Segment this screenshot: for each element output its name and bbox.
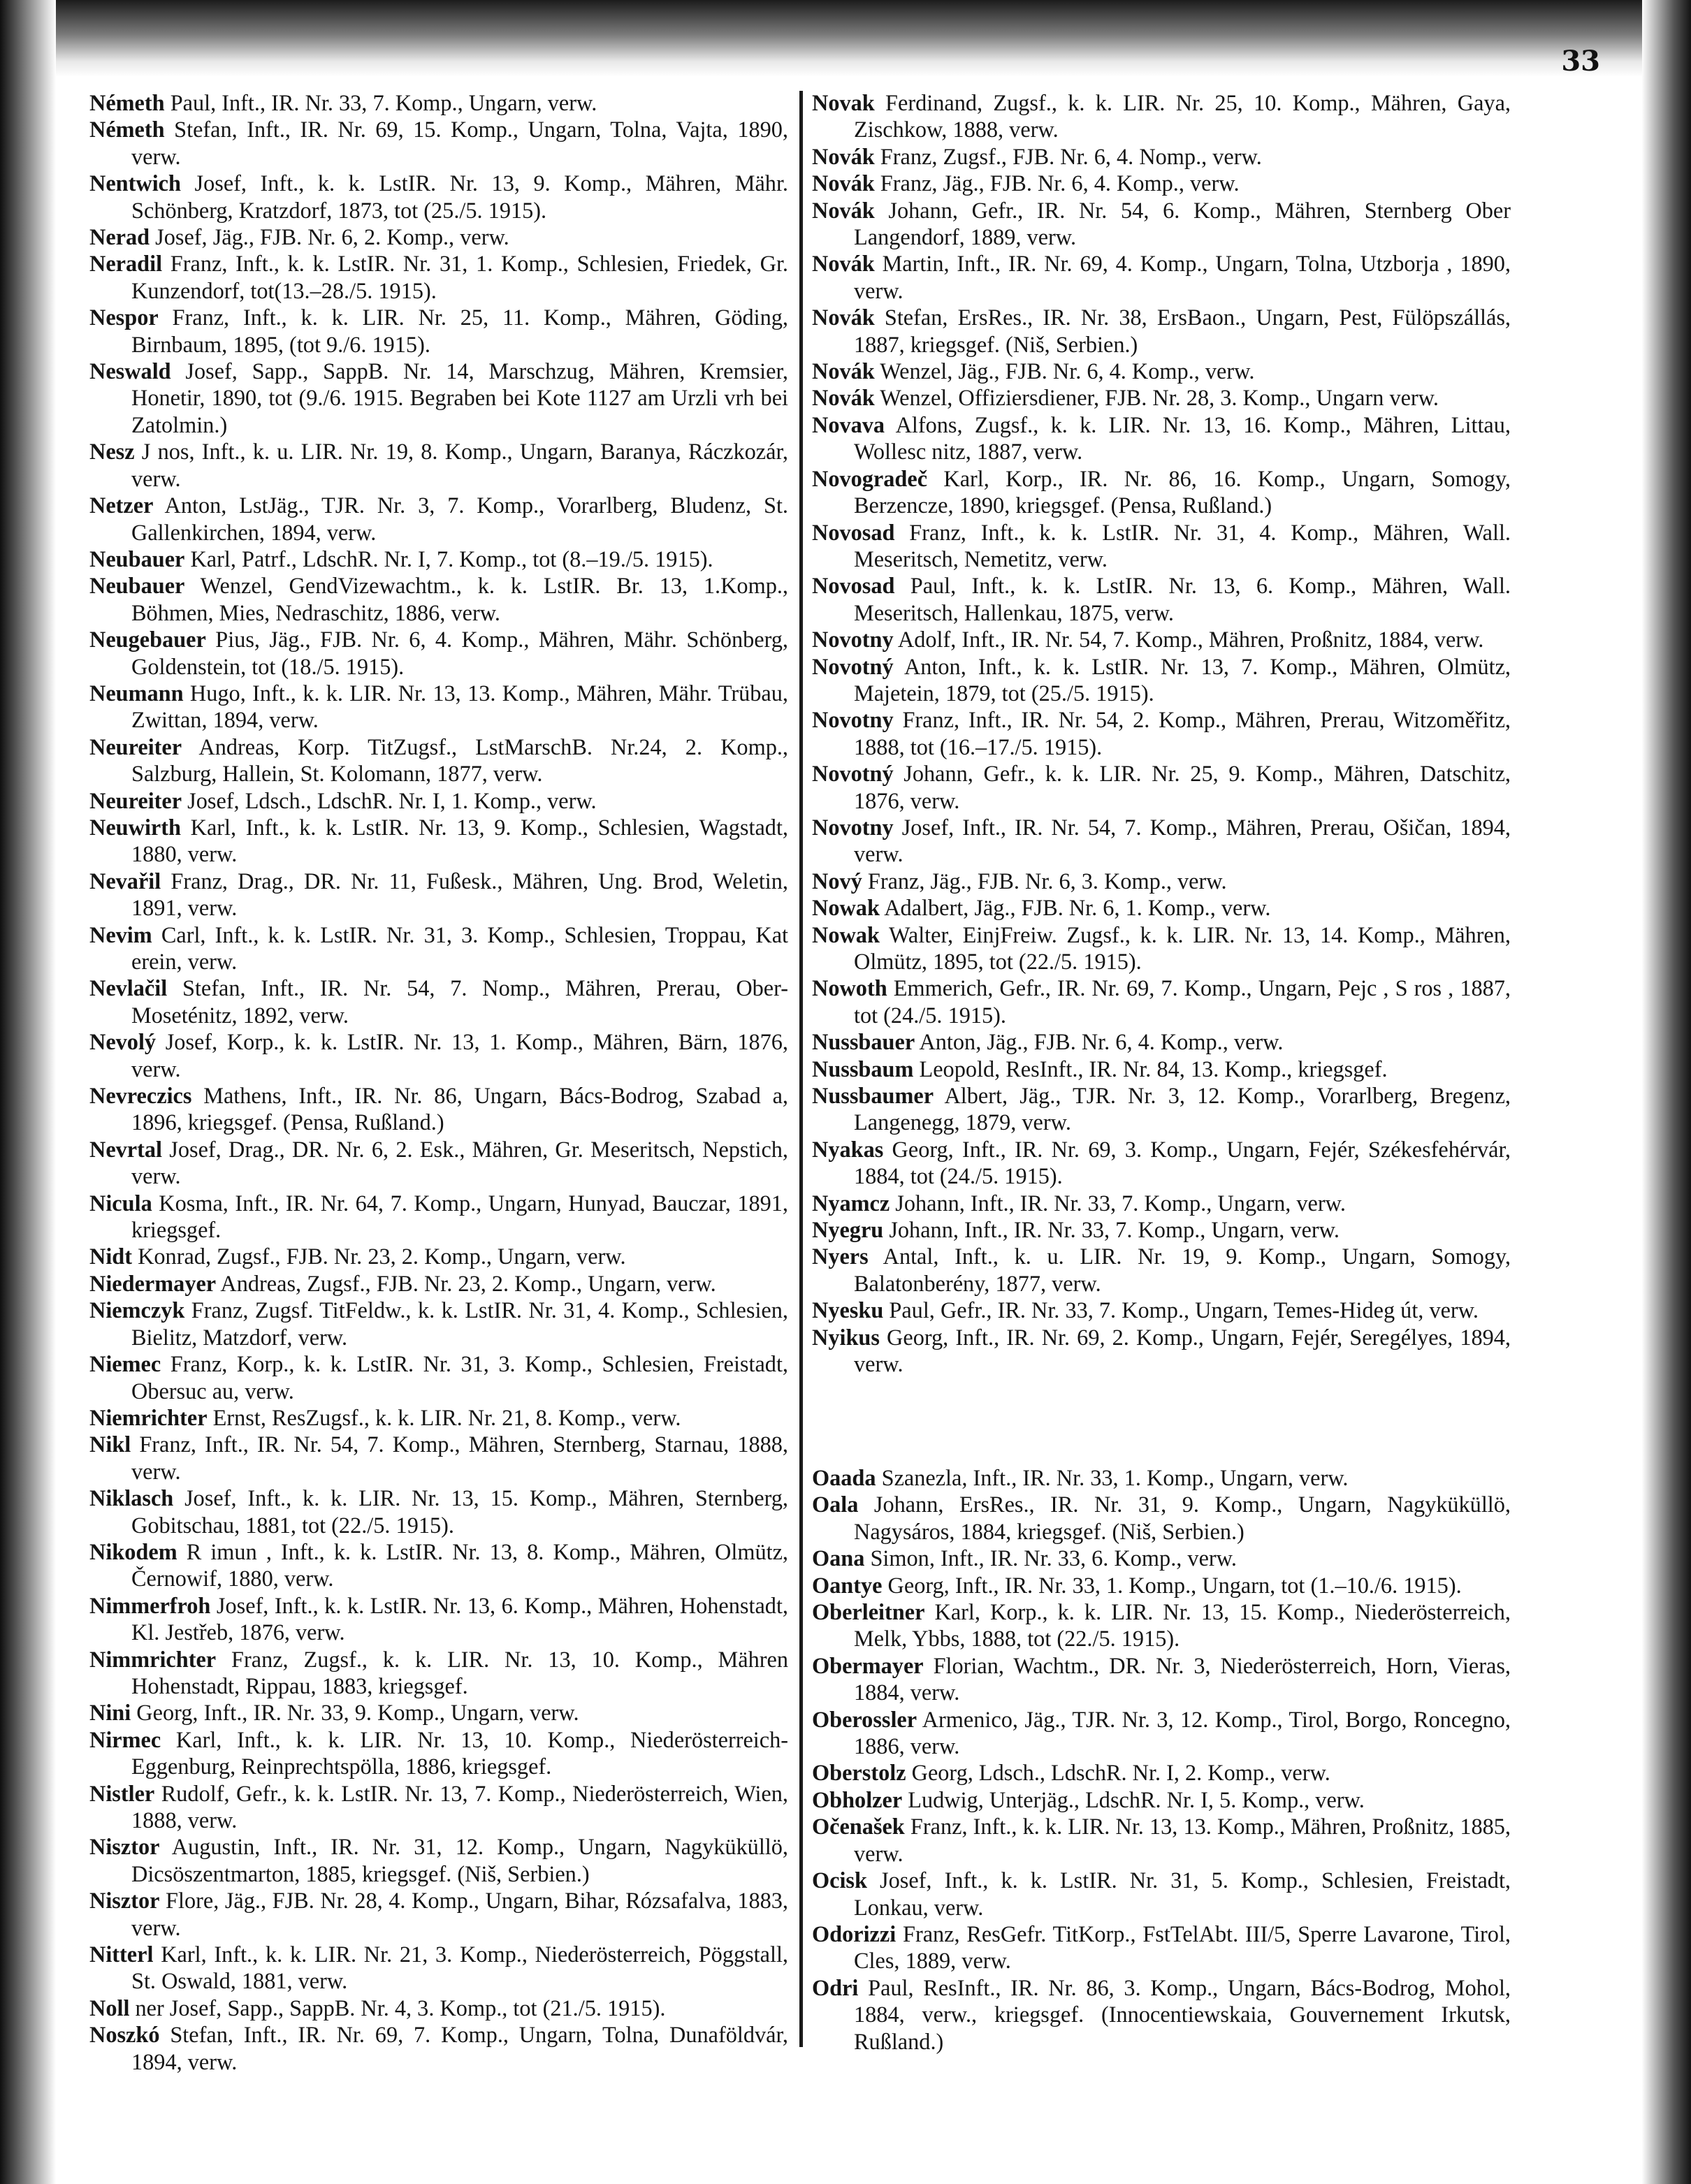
entry-details: Stefan, Inft., IR. Nr. 69, 15. Komp., Ungarn, Tolna, Vajta, 1890, verw. <box>131 117 788 169</box>
list-entry <box>812 1759 1511 1786</box>
list-entry <box>89 1082 788 1136</box>
entry-details: Franz, Inft., IR. Nr. 54, 2. Komp., Mähren, Prerau, Witzoměřitz, 1888, tot (16.–17./5. 1915). <box>854 707 1511 759</box>
entry-surname: Ocisk <box>812 1868 867 1893</box>
entry-details: Franz, Inft., IR. Nr. 54, 7. Komp., Mähren, Sternberg, Starnau, 1888, verw. <box>131 1432 788 1484</box>
entry-details: Paul, Gefr., IR. Nr. 33, 7. Komp., Ungarn, Temes-Hideg út, verw. <box>883 1297 1479 1323</box>
entry-surname: Niklasch <box>89 1485 174 1511</box>
entry-details: J nos, Inft., k. u. LIR. Nr. 19, 8. Komp., Ungarn, Baranya, Ráczkozár, verw. <box>131 439 788 491</box>
entry-surname: Odri <box>812 1974 859 2000</box>
list-entry <box>89 572 788 626</box>
list-entry <box>89 922 788 975</box>
entry-details: Ernst, ResZugsf., k. k. LIR. Nr. 21, 8. Komp., verw. <box>207 1404 681 1430</box>
entry-surname: Nussbauer <box>812 1029 915 1055</box>
entry-surname: Oantye <box>812 1572 883 1598</box>
entry-surname: Neugebauer <box>89 627 206 653</box>
entry-details: Josef, Sapp., SappB. Nr. 14, Marschzug, Mähren, Kremsier, Honetir, 1890, tot (9./6. 1915. Begraben bei Kote 1127 am Urzli vrh bei Zatolmin.) <box>131 358 788 437</box>
list-entry <box>89 250 788 304</box>
list-entry <box>89 1726 788 1780</box>
entry-surname: Németh <box>89 90 165 115</box>
entry-surname: Obermayer <box>812 1652 924 1678</box>
entry-details: Augustin, Inft., IR. Nr. 31, 12. Komp., Ungarn, Nagyküküllö, Dicsöszentmarton, 1885, kriegsgef. (Niš, Serbien.) <box>131 1834 788 1886</box>
entry-details: Josef, Ldsch., LdschR. Nr. I, 1. Komp., verw. <box>182 787 597 813</box>
list-entry <box>812 760 1511 814</box>
entry-details: Johann, ErsRes., IR. Nr. 31, 9. Komp., Ungarn, Nagyküküllö, Nagysáros, 1884, kriegsgef. (Niš, Serbien.) <box>854 1492 1511 1544</box>
list-entry <box>812 1974 1511 2055</box>
entry-surname: Nimmerfroh <box>89 1592 211 1618</box>
list-entry <box>812 975 1511 1028</box>
list-entry <box>89 1485 788 1538</box>
entry-surname: Nevrtal <box>89 1136 163 1162</box>
list-entry <box>812 170 1511 196</box>
entry-surname: Niemczyk <box>89 1297 185 1323</box>
entry-surname: Oala <box>812 1492 859 1517</box>
entry-surname: Neradil <box>89 251 163 277</box>
list-entry <box>812 143 1511 170</box>
entry-details: Leopold, ResInft., IR. Nr. 84, 13. Komp., kriegsgef. <box>913 1056 1388 1082</box>
list-entry <box>89 89 788 116</box>
entry-details: Ludwig, Unterjäg., LdschR. Nr. I, 5. Komp., verw. <box>902 1786 1365 1812</box>
entry-details: Franz, Drag., DR. Nr. 11, Fußesk., Mähren, Ung. Brod, Weletin, 1891, verw. <box>131 868 788 921</box>
list-entry <box>812 1216 1511 1243</box>
entry-details: Alfons, Zugsf., k. k. LIR. Nr. 13, 16. Komp., Mähren, Littau, Wollesc nitz, 1887, verw. <box>854 412 1511 465</box>
entry-details: Josef, Inft., k. k. LstIR. Nr. 31, 5. Komp., Schlesien, Freistadt, Lonkau, verw. <box>854 1868 1511 1920</box>
entry-surname: Nidt <box>89 1244 133 1269</box>
entry-surname: Nimmrichter <box>89 1646 217 1672</box>
list-entry <box>812 465 1511 519</box>
list-entry <box>812 304 1511 358</box>
entry-surname: Nevim <box>89 922 152 947</box>
list-entry <box>89 1941 788 1995</box>
entry-details: Franz, Zugsf., FJB. Nr. 6, 4. Nomp., verw. <box>874 143 1262 169</box>
list-entry <box>89 546 788 572</box>
list-entry <box>89 1297 788 1351</box>
list-entry <box>89 814 788 868</box>
entry-details: Antal, Inft., k. u. LIR. Nr. 19, 9. Komp., Ungarn, Somogy, Balatonberény, 1877, verw. <box>854 1244 1511 1296</box>
list-entry <box>812 1652 1511 1706</box>
entry-details: Andreas, Zugsf., FJB. Nr. 23, 2. Komp., Ungarn, verw. <box>216 1270 716 1296</box>
entry-details: Josef, Drag., DR. Nr. 6, 2. Esk., Mähren, Gr. Meseritsch, Nepstich, verw. <box>131 1136 788 1189</box>
entry-surname: Oberossler <box>812 1706 917 1732</box>
entry-surname: Novosad <box>812 573 895 599</box>
list-entry <box>89 1190 788 1244</box>
list-entry <box>812 868 1511 894</box>
entry-details: Mathens, Inft., IR. Nr. 86, Ungarn, Bács-Bodrog, Szabad a, 1896, kriegsgef. (Pensa, Rußland.) <box>131 1083 788 1135</box>
list-entry <box>812 1082 1511 1136</box>
entry-details: Franz, Zugsf., k. k. LIR. Nr. 13, 10. Komp., Mähren Hohenstadt, Rippau, 1883, kriegsgef. <box>131 1646 788 1698</box>
entry-surname: Novák <box>812 251 875 277</box>
entry-details: Josef, Inft., IR. Nr. 54, 7. Komp., Mähren, Prerau, Ošičan, 1894, verw. <box>854 814 1511 867</box>
list-entry <box>812 706 1511 760</box>
entry-surname: Nespor <box>89 305 159 330</box>
entry-details: Kosma, Inft., IR. Nr. 64, 7. Komp., Ungarn, Hunyad, Bauczar, 1891, kriegsgef. <box>131 1190 788 1243</box>
list-entry <box>812 922 1511 975</box>
entry-details: Karl, Korp., k. k. LIR. Nr. 13, 15. Komp., Niederösterreich, Melk, Ybbs, 1888, tot (22./5. 1915). <box>854 1599 1511 1652</box>
list-entry <box>812 1464 1511 1491</box>
list-entry <box>812 1324 1511 1378</box>
entry-details: Josef, Korp., k. k. LstIR. Nr. 13, 1. Komp., Mähren, Bärn, 1876, verw. <box>131 1029 788 1082</box>
entry-surname: Nisztor <box>89 1834 160 1860</box>
entry-surname: Neswald <box>89 358 171 384</box>
entry-surname: Niedermayer <box>89 1270 217 1296</box>
list-entry <box>89 626 788 680</box>
list-entry <box>812 1786 1511 1813</box>
entry-details: Ferdinand, Zugsf., k. k. LIR. Nr. 25, 10. Komp., Mähren, Gaya, Zischkow, 1888, verw. <box>854 90 1511 143</box>
entry-details: Franz, Inft., k. k. LIR. Nr. 13, 13. Komp., Mähren, Proßnitz, 1885, verw. <box>854 1814 1511 1866</box>
entry-details: Karl, Inft., k. k. LstIR. Nr. 13, 9. Komp., Schlesien, Wagstadt, 1880, verw. <box>131 814 788 867</box>
list-entry <box>812 1545 1511 1571</box>
entry-details: Carl, Inft., k. k. LstIR. Nr. 31, 3. Komp., Schlesien, Troppau, Kat erein, verw. <box>131 922 788 974</box>
list-entry <box>812 1867 1511 1921</box>
list-entry <box>89 1028 788 1082</box>
list-entry <box>812 653 1511 707</box>
entry-surname: Očenašek <box>812 1814 905 1840</box>
entry-details: Stefan, Inft., IR. Nr. 54, 7. Nomp., Mähren, Prerau, Ober-Moseténitz, 1892, verw. <box>131 975 788 1028</box>
list-entry <box>812 626 1511 653</box>
list-entry <box>812 250 1511 304</box>
entry-details: Szanezla, Inft., IR. Nr. 33, 1. Komp., Ungarn, verw. <box>876 1465 1349 1490</box>
entry-surname: Nyesku <box>812 1297 884 1323</box>
entry-details: Martin, Inft., IR. Nr. 69, 4. Komp., Ungarn, Tolna, Utzborja , 1890, verw. <box>854 251 1511 303</box>
scan-shadow-right <box>1642 0 1691 2184</box>
entry-surname: Nistler <box>89 1780 155 1806</box>
entry-surname: Németh <box>89 117 165 143</box>
list-entry <box>812 894 1511 921</box>
entry-details: Albert, Jäg., TJR. Nr. 3, 12. Komp., Vorarlberg, Bregenz, Langenegg, 1879, verw. <box>854 1083 1511 1135</box>
entry-surname: Nikl <box>89 1432 131 1457</box>
list-entry <box>812 1813 1511 1867</box>
right-column <box>812 89 1511 1378</box>
scan-shadow-top <box>0 0 1691 77</box>
list-entry <box>812 89 1511 143</box>
entry-details: Josef, Jäg., FJB. Nr. 6, 2. Komp., verw. <box>150 224 509 250</box>
entry-details: Franz, Korp., k. k. LstIR. Nr. 31, 3. Komp., Schlesien, Freistadt, Obersuc au, verw. <box>131 1351 788 1404</box>
list-entry <box>89 1136 788 1190</box>
entry-details: Pius, Jäg., FJB. Nr. 6, 4. Komp., Mähren, Mähr. Schönberg, Goldenstein, tot (18./5. 1915). <box>131 627 788 679</box>
list-entry <box>89 1780 788 1834</box>
entry-surname: Nini <box>89 1700 131 1726</box>
list-entry <box>89 1887 788 1941</box>
entry-details: Johann, Inft., IR. Nr. 33, 7. Komp., Ungarn, verw. <box>890 1190 1346 1216</box>
list-entry <box>812 814 1511 868</box>
entry-details: Wenzel, Jäg., FJB. Nr. 6, 4. Komp., verw. <box>874 358 1255 384</box>
entry-surname: Neubauer <box>89 546 185 572</box>
list-entry <box>89 304 788 358</box>
entry-details: Anton, Inft., k. k. LstIR. Nr. 13, 7. Komp., Mähren, Olmütz, Majetein, 1879, tot (25./5. 1915). <box>854 653 1511 706</box>
entry-details: Georg, Inft., IR. Nr. 69, 3. Komp., Ungarn, Fejér, Székesfehérvár, 1884, tot (24./5. 1915). <box>854 1136 1511 1189</box>
entry-details: Karl, Korp., IR. Nr. 86, 16. Komp., Ungarn, Somogy, Berzencze, 1890, kriegsgef. (Pensa, Rußland.) <box>854 465 1511 518</box>
entry-surname: Nyikus <box>812 1324 880 1350</box>
entry-surname: Nitterl <box>89 1942 154 1967</box>
entry-details: Georg, Inft., IR. Nr. 33, 9. Komp., Ungarn, verw. <box>131 1700 579 1726</box>
list-entry <box>812 412 1511 465</box>
entry-surname: Oaada <box>812 1465 876 1490</box>
entry-surname: Oberleitner <box>812 1599 925 1625</box>
list-entry <box>812 1491 1511 1545</box>
entry-details: Paul, Inft., k. k. LstIR. Nr. 13, 6. Komp., Mähren, Wall. Meseritsch, Hallenkau, 1875, verw. <box>854 573 1511 625</box>
entry-details: Adalbert, Jäg., FJB. Nr. 6, 1. Komp., verw. <box>879 895 1271 921</box>
entry-details: Josef, Inft., k. k. LIR. Nr. 13, 15. Komp., Mähren, Sternberg, Gobitschau, 1881, tot (22./5. 1915). <box>131 1485 788 1538</box>
list-entry <box>812 197 1511 251</box>
entry-details: Anton, LstJäg., TJR. Nr. 3, 7. Komp., Vorarlberg, Bludenz, St. Gallenkirchen, 1894, verw. <box>131 493 788 545</box>
entry-details: Paul, ResInft., IR. Nr. 86, 3. Komp., Ungarn, Bács-Bodrog, Mohol, 1884, verw., kriegsgef. (Innocentiewskaia, Gouvernement Irkutsk, Rußland.) <box>854 1974 1511 2054</box>
list-entry <box>89 975 788 1028</box>
entry-surname: Nevreczics <box>89 1083 192 1109</box>
entry-details: Stefan, ErsRes., IR. Nr. 38, ErsBaon., Ungarn, Pest, Fülöpszállás, 1887, kriegsgef. (Niš, Serbien.) <box>854 305 1511 357</box>
entry-surname: Noszkó <box>89 2022 160 2048</box>
entry-surname: Neumann <box>89 680 184 706</box>
entry-surname: Nussbaum <box>812 1056 914 1082</box>
entry-details: Rudolf, Gefr., k. k. LstIR. Nr. 13, 7. Komp., Niederösterreich, Wien, 1888, verw. <box>131 1780 788 1833</box>
entry-details: Franz, Inft., k. k. LstIR. Nr. 31, 4. Komp., Mähren, Wall. Meseritsch, Nemetitz, verw. <box>854 519 1511 572</box>
entry-surname: Nevařil <box>89 868 161 894</box>
entry-details: Karl, Inft., k. k. LIR. Nr. 21, 3. Komp., Niederösterreich, Pöggstall, St. Oswald, 1881, verw. <box>131 1942 788 1994</box>
list-entry <box>89 1699 788 1726</box>
entry-surname: Nový <box>812 868 862 894</box>
entry-surname: Nussbaumer <box>812 1083 934 1109</box>
entry-details: Armenico, Jäg., TJR. Nr. 3, 12. Komp., Tirol, Borgo, Roncegno, 1886, verw. <box>854 1706 1511 1759</box>
entry-details: Georg, Ldsch., LdschR. Nr. I, 2. Komp., verw. <box>906 1760 1330 1786</box>
entry-details: Franz, ResGefr. TitKorp., FstTelAbt. III/5, Sperre Lavarone, Tirol, Cles, 1889, verw. <box>854 1921 1511 1974</box>
list-entry <box>812 1297 1511 1323</box>
list-entry <box>812 1706 1511 1760</box>
entry-surname: Nentwich <box>89 170 181 196</box>
entry-details: Simon, Inft., IR. Nr. 33, 6. Komp., verw. <box>864 1545 1237 1571</box>
list-entry <box>89 1995 788 2021</box>
entry-surname: Nyegru <box>812 1217 884 1243</box>
scan-shadow-left <box>0 0 56 2184</box>
entry-surname: Novák <box>812 143 875 169</box>
entry-surname: Neuwirth <box>89 814 181 840</box>
list-entry <box>89 358 788 438</box>
list-entry <box>89 1270 788 1297</box>
entry-surname: Novotny <box>812 814 894 840</box>
column-divider <box>799 91 803 2047</box>
entry-details: Johann, Gefr., k. k. LIR. Nr. 25, 9. Komp., Mähren, Datschitz, 1876, verw. <box>854 761 1511 813</box>
entry-surname: Nesz <box>89 439 135 465</box>
entry-details: Josef, Inft., k. k. LstIR. Nr. 13, 9. Komp., Mähren, Mähr. Schönberg, Kratzdorf, 1873, tot (25./5. 1915). <box>131 170 788 223</box>
list-entry <box>89 680 788 734</box>
entry-surname: Nyers <box>812 1244 869 1269</box>
entry-surname: Novava <box>812 412 885 437</box>
page-number: 33 <box>1561 45 1600 78</box>
entry-details: Karl, Patrf., LdschR. Nr. I, 7. Komp., tot (8.–19./5. 1915). <box>184 546 713 572</box>
entry-details: R imun , Inft., k. k. LstIR. Nr. 13, 8. Komp., Mähren, Olmütz, Černowif, 1880, verw. <box>131 1538 788 1592</box>
entry-surname: Nikodem <box>89 1538 177 1564</box>
entry-surname: Novotny <box>812 707 894 733</box>
entry-details: Franz, Jäg., FJB. Nr. 6, 3. Komp., verw. <box>862 868 1227 894</box>
entry-surname: Neubauer <box>89 573 185 599</box>
list-entry <box>89 492 788 546</box>
entry-surname: Novotny <box>812 627 894 653</box>
entry-surname: Niemrichter <box>89 1404 208 1430</box>
entry-details: Georg, Inft., IR. Nr. 69, 2. Komp., Ungarn, Fejér, Seregélyes, 1894, verw. <box>854 1324 1511 1377</box>
entry-details: Hugo, Inft., k. k. LIR. Nr. 13, 13. Komp., Mähren, Mähr. Trübau, Zwittan, 1894, verw. <box>131 680 788 733</box>
entry-surname: Nevolý <box>89 1029 157 1055</box>
entry-surname: Nirmec <box>89 1726 161 1752</box>
entry-details: Josef, Inft., k. k. LstIR. Nr. 13, 6. Komp., Mähren, Hohenstadt, Kl. Jestřeb, 1876, verw. <box>131 1592 788 1645</box>
entry-surname: Nowoth <box>812 975 887 1001</box>
list-entry <box>89 1833 788 1887</box>
list-entry <box>812 384 1511 411</box>
list-entry <box>89 170 788 224</box>
list-entry <box>812 1136 1511 1190</box>
entry-details: Johann, Gefr., IR. Nr. 54, 6. Komp., Mähren, Sternberg Ober Langendorf, 1889, verw. <box>854 197 1511 250</box>
entry-surname: Nyakas <box>812 1136 884 1162</box>
entry-details: Wenzel, GendVizewachtm., k. k. LstIR. Br. 13, 1.Komp., Böhmen, Mies, Nedraschitz, 1886, verw. <box>131 573 788 625</box>
list-entry <box>812 1190 1511 1216</box>
entry-details: Walter, EinjFreiw. Zugsf., k. k. LIR. Nr. 13, 14. Komp., Mähren, Olmütz, 1895, tot (22./5. 1915). <box>854 922 1511 974</box>
list-entry <box>89 224 788 250</box>
list-entry <box>812 1921 1511 1974</box>
list-entry <box>812 572 1511 626</box>
entry-details: Franz, Jäg., FJB. Nr. 6, 4. Komp., verw. <box>874 170 1240 196</box>
entry-surname: Odorizzi <box>812 1921 897 1946</box>
list-entry <box>812 1572 1511 1599</box>
list-entry <box>89 1538 788 1592</box>
list-entry <box>89 734 788 787</box>
entry-surname: Noll <box>89 1995 130 2021</box>
entry-details: Adolf, Inft., IR. Nr. 54, 7. Komp., Mähren, Proßnitz, 1884, verw. <box>893 627 1484 653</box>
entry-surname: Oberstolz <box>812 1760 906 1786</box>
entry-details: Karl, Inft., k. k. LIR. Nr. 13, 10. Komp., Niederösterreich-Eggenburg, Reinprechtspölla, 1886, kriegsgef. <box>131 1726 788 1779</box>
entry-surname: Novosad <box>812 519 895 545</box>
entry-surname: Oana <box>812 1545 865 1571</box>
right-column-o-section <box>812 1464 1511 2055</box>
entry-surname: Novak <box>812 90 875 115</box>
list-entry <box>89 1351 788 1404</box>
entry-surname: Nevlačil <box>89 975 168 1001</box>
list-entry <box>89 1592 788 1646</box>
list-entry <box>812 1599 1511 1652</box>
entry-surname: Novák <box>812 385 875 411</box>
entry-surname: Neureiter <box>89 787 182 813</box>
entry-surname: Netzer <box>89 493 154 518</box>
entry-surname: Novák <box>812 170 875 196</box>
entry-surname: Novogradeč <box>812 465 928 491</box>
list-entry <box>812 1028 1511 1055</box>
entry-details: Paul, Inft., IR. Nr. 33, 7. Komp., Ungarn, verw. <box>164 90 597 115</box>
list-entry <box>89 1431 788 1485</box>
entry-surname: Nicula <box>89 1190 152 1216</box>
entry-details: Stefan, Inft., IR. Nr. 69, 7. Komp., Ungarn, Tolna, Dunaföldvár, 1894, verw. <box>131 2022 788 2074</box>
list-entry <box>812 519 1511 573</box>
entry-surname: Novotný <box>812 653 894 679</box>
entry-surname: Novák <box>812 197 875 223</box>
list-entry <box>89 1646 788 1700</box>
entry-details: Johann, Inft., IR. Nr. 33, 7. Komp., Ungarn, verw. <box>883 1217 1340 1243</box>
entry-details: Franz, Inft., k. k. LstIR. Nr. 31, 1. Komp., Schlesien, Friedek, Gr. Kunzendorf, tot(13.–28./5. 1915). <box>131 251 788 303</box>
entry-details: Georg, Inft., IR. Nr. 33, 1. Komp., Ungarn, tot (1.–10./6. 1915). <box>882 1572 1462 1598</box>
entry-surname: Obholzer <box>812 1786 903 1812</box>
list-entry <box>89 116 788 170</box>
list-entry <box>89 2021 788 2075</box>
entry-details: Flore, Jäg., FJB. Nr. 28, 4. Komp., Ungarn, Bihar, Rózsafalva, 1883, verw. <box>131 1888 788 1940</box>
entry-details: Anton, Jäg., FJB. Nr. 6, 4. Komp., verw. <box>915 1029 1284 1055</box>
list-entry <box>89 438 788 492</box>
entry-surname: Nerad <box>89 224 150 250</box>
entry-surname: Nowak <box>812 895 880 921</box>
entry-details: Andreas, Korp. TitZugsf., LstMarschB. Nr.24, 2. Komp., Salzburg, Hallein, St. Kolomann, 1877, verw. <box>131 734 788 787</box>
left-column <box>89 89 788 2075</box>
entry-surname: Nisztor <box>89 1888 160 1914</box>
entry-surname: Novák <box>812 358 875 384</box>
list-entry <box>812 358 1511 384</box>
entry-surname: Nowak <box>812 922 880 947</box>
entry-details: Franz, Zugsf. TitFeldw., k. k. LstIR. Nr. 31, 4. Komp., Schlesien, Bielitz, Matzdorf, verw. <box>131 1297 788 1350</box>
list-entry <box>812 1056 1511 1082</box>
entry-surname: Neureiter <box>89 734 182 759</box>
list-entry <box>89 868 788 922</box>
entry-details: Emmerich, Gefr., IR. Nr. 69, 7. Komp., Ungarn, Pejc , S ros , 1887, tot (24./5. 1915). <box>854 975 1511 1028</box>
entry-surname: Novák <box>812 305 875 330</box>
list-entry <box>89 1243 788 1269</box>
entry-details: Franz, Inft., k. k. LIR. Nr. 25, 11. Komp., Mähren, Göding, Birnbaum, 1895, (tot 9./6. 1915). <box>131 305 788 357</box>
list-entry <box>812 1243 1511 1297</box>
entry-details: ner Josef, Sapp., SappB. Nr. 4, 3. Komp., tot (21./5. 1915). <box>129 1995 666 2021</box>
entry-details: Wenzel, Offiziersdiener, FJB. Nr. 28, 3. Komp., Ungarn verw. <box>874 385 1439 411</box>
list-entry <box>89 1404 788 1431</box>
entry-surname: Novotný <box>812 761 894 787</box>
entry-surname: Nyamcz <box>812 1190 890 1216</box>
entry-surname: Niemec <box>89 1351 161 1377</box>
entry-details: Konrad, Zugsf., FJB. Nr. 23, 2. Komp., Ungarn, verw. <box>132 1244 626 1269</box>
list-entry <box>89 787 788 814</box>
entry-details: Florian, Wachtm., DR. Nr. 3, Niederösterreich, Horn, Vieras, 1884, verw. <box>854 1652 1511 1705</box>
